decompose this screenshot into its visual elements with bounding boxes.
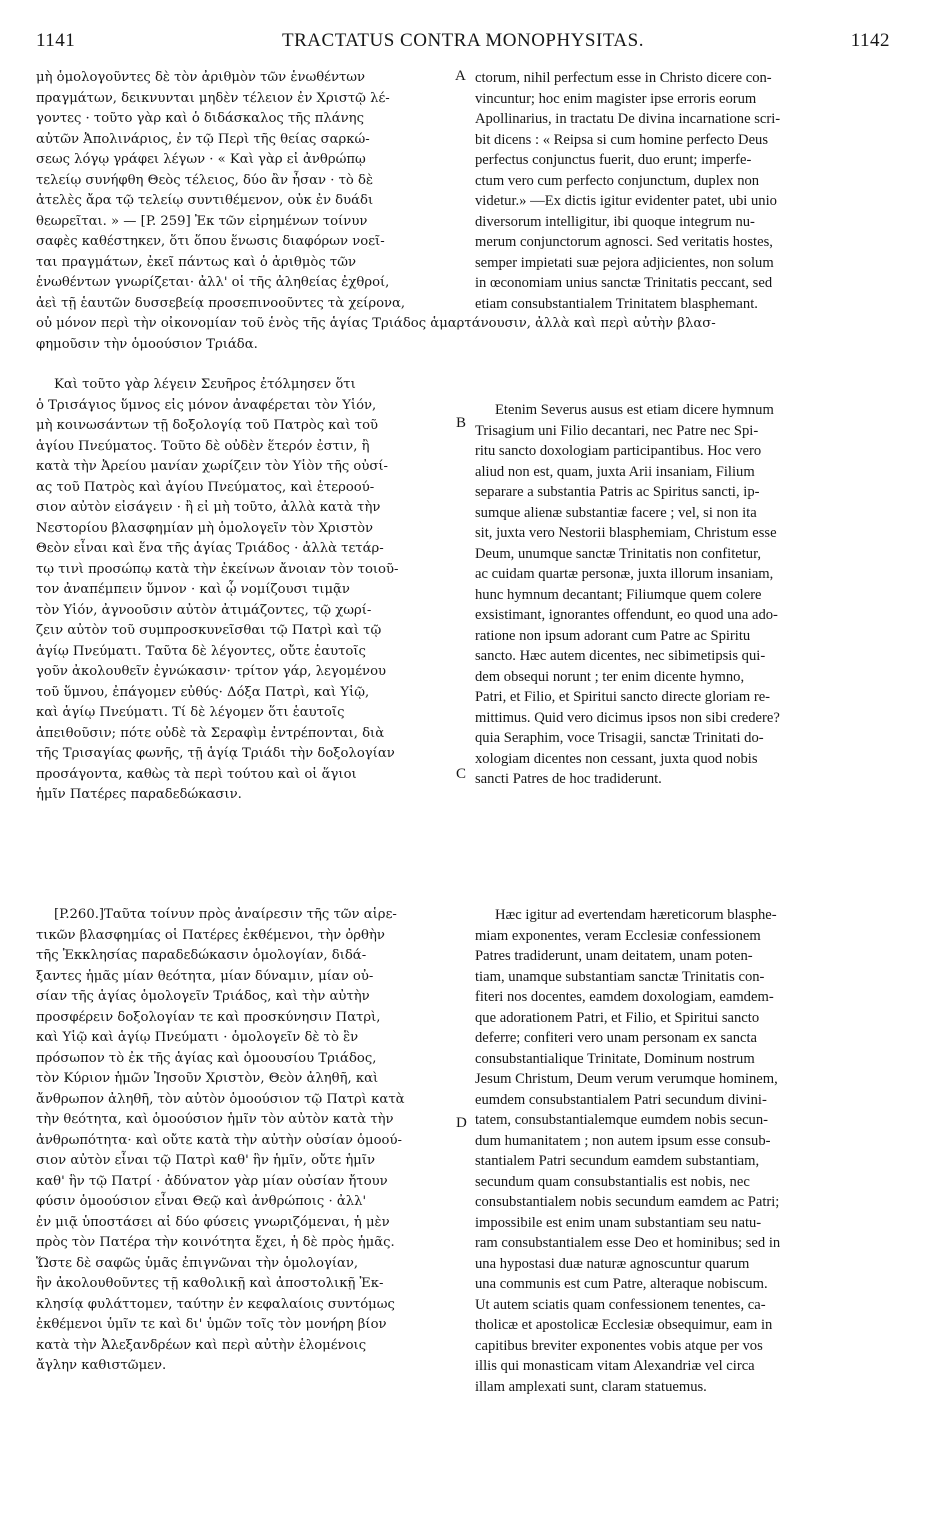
greek-line: πρὸς τὸν Πατέρα τὴν κοινότητα ἔχει, ἡ δὲ πρὸς ἡμᾶς.: [36, 1235, 395, 1250]
latin-line: illam amplexati sunt, claram statuemus.: [475, 1378, 707, 1395]
greek-line: τὸν Υἱόν, ἀγνοοῦσιν αὐτὸν ἀτιμάζοντες, τῷ χωρί-: [36, 602, 372, 618]
latin-line: stantialem Patri secundum eamdem substantiam,: [475, 1153, 760, 1169]
margin-mark-c: C: [456, 766, 467, 782]
latin-line: perfectus conjunctus fuerit, duo erunt; imperfe-: [475, 152, 752, 168]
greek-line: τελείῳ συνήφθη Θεὸς τέλειος, δύο ἂν ἦσαν · τὸ δὲ: [36, 172, 374, 188]
greek-line: σαφὲς καθέστηκεν, ὅτι ὅπου ἕνωσις διαφόρων νοεῖ-: [36, 234, 385, 249]
latin-line: tatem, consubstantialemque eumdem nobis secun-: [475, 1112, 769, 1128]
greek-line: φύσιν ὁμοούσιον εἶναι Θεῷ καὶ ἀνθρώποις · ἀλλ': [36, 1194, 367, 1209]
greek-line: ἀεὶ τῇ ἑαυτῶν δυσσεβείᾳ προσεπινοοῦντες τὰ χείρονα,: [36, 295, 406, 311]
page-number-right: 1142: [850, 30, 890, 51]
latin-line: etiam consubstantialem Trinitatem blasphemant.: [475, 295, 758, 312]
latin-line: consubstantialem nobis secundum eamdem ac Patri;: [475, 1194, 780, 1210]
latin-line: impossibile est enim unam substantiam seu natu-: [475, 1214, 762, 1231]
greek-line: σίαν τῆς ἁγίας ὁμολογεῖν Τριάδος, καὶ τὴν αὐτὴν: [36, 989, 370, 1004]
greek-line: τον ἀναπέμπειν ὕμνον · καὶ ᾧ νομίζουσι τιμᾷν: [36, 582, 350, 597]
latin-line: capitibus breviter exponentes vobis atque per vos: [475, 1337, 763, 1354]
latin-line: Etenim Severus ausus est etiam dicere hymnum: [495, 402, 774, 418]
latin-line: exsistimant, ignorantes offendunt, eo quod una ado-: [475, 607, 778, 623]
latin-line: bit dicens : « Reipsa si cum homine perfecto Deus: [475, 131, 769, 148]
latin-line: una hypostasi duæ naturæ agnoscuntur quarum: [475, 1255, 750, 1272]
latin-line: deferre; confiteri vero unam personam ex sancta: [475, 1030, 758, 1046]
latin-line: sancto. Hæc autem dicentes, nec sibimetipsis qui-: [475, 648, 766, 664]
latin-line: Ut autem sciatis quam confessionem tenentes, ca-: [475, 1296, 766, 1313]
latin-line: Patres tradiderunt, unam deitatem, unam poten-: [475, 948, 753, 964]
section-c-greek-column: [36, 905, 454, 1377]
latin-line: Patri, et Filio, et Spiritui sancto directe gloriam re-: [475, 689, 771, 705]
greek-line: Νεστορίου βλασφημίαν μὴ ὁμολογεῖν τὸν Χριστὸν: [36, 520, 374, 536]
latin-line: Jesum Christum, Deum verum verumque hominem,: [475, 1071, 778, 1087]
latin-line: ratione non ipsum adorant cum Patre ac Spiritu: [475, 627, 751, 644]
greek-line: ἀπειθοῦσιν; πότε οὐδὲ τὰ Σεραφὶμ ἐντρέπονται, διὰ: [36, 725, 385, 741]
running-header: [36, 30, 890, 56]
latin-line: sit, juxta vero Nestorii blasphemiam, Christum esse: [475, 525, 777, 541]
page-number-left: 1141: [36, 30, 76, 51]
section-a-greek-column: [36, 68, 454, 314]
greek-line: ας τοῦ Πατρὸς καὶ ἁγίου Πνεύματος, καὶ ἑτεροού-: [36, 479, 375, 495]
latin-line: Apollinarius, in tractatu De divina incarnatione scri-: [475, 111, 781, 127]
greek-line: γοντες · τοῦτο γὰρ καὶ ὁ διδάσκαλος τῆς πλάνης: [36, 111, 364, 126]
greek-line: τὴν θεότητα, καὶ ὁμοούσιον ἡμῖν τὸν αὐτὸν κατὰ τὴν: [36, 1112, 394, 1127]
latin-line: tholicæ et apostolicæ Ecclesiæ obsequimur, eam in: [475, 1317, 773, 1333]
latin-line: tiam, unamque substantiam sanctæ Trinitatis con-: [475, 968, 765, 985]
latin-line: hunc hymnum decantant; Filiumque quem colere: [475, 586, 762, 603]
greek-line: κατὰ τὴν Ἀρείου μανίαν χωρίζειν τὸν Υἱὸν τῆς οὐσί-: [36, 459, 389, 474]
latin-line: separare a substantia Patris ac Spiritus sancti, ip-: [475, 484, 760, 500]
latin-line: dum humanitatem ; non autem ipsum esse consub-: [475, 1132, 771, 1149]
greek-line: πρόσωπον τὸ ἐκ τῆς ἁγίας καὶ ὁμοουσίου Τριάδος,: [36, 1050, 377, 1066]
latin-line: aliud non est, quam, juxta Arii insaniam, Filium: [475, 463, 755, 480]
greek-line: Ὥστε δὲ σαφῶς ὑμᾶς ἐπιγνῶναι τὴν ὁμολογίαν,: [36, 1255, 359, 1271]
greek-line: προσφέρειν δοξολογίαν τε καὶ προσκύνησιν Πατρὶ,: [36, 1009, 381, 1025]
greek-line: ἀτελὲς ἄρα τῷ τελείῳ συντιθέμενον, οὐκ ἐν δυάδι: [36, 193, 374, 208]
latin-line: ctorum, nihil perfectum esse in Christo dicere con-: [475, 70, 772, 86]
greek-line: ξαντες ἡμᾶς μίαν θεότητα, μίαν δύναμιν, μίαν οὐ-: [36, 968, 374, 984]
latin-line: diversorum intelligitur, ibi quoque integrum nu-: [475, 213, 755, 230]
section-a-latin-column: [475, 68, 890, 314]
greek-line: ζειν αὐτὸν τοῦ συμπροσκυνεῖσθαι τῷ Πατρὶ καὶ τῷ: [36, 623, 382, 638]
greek-line: θεωρεῖται. » — [P. 259] Ἐκ τῶν εἰρημένων τοίνυν: [36, 213, 368, 229]
latin-line: ram consubstantialem esse Deo et hominibus; sed in: [475, 1235, 781, 1251]
greek-line: Θεὸν εἶναι καὶ ἕνα τῆς ἁγίας Τριάδος · ἀλλὰ τετάρ-: [36, 541, 384, 556]
greek-line: καὶ ἁγίῳ Πνεύματι. Τί δὲ λέγομεν ὅτι ἑαυτοῖς: [36, 705, 345, 720]
section-a-full-width: [36, 314, 890, 355]
latin-line: Hæc igitur ad evertendam hæreticorum blasphe-: [495, 907, 777, 923]
greek-line: τοῦ ὕμνου, ἐπάγομεν εὐθύς· Δόξα Πατρὶ, καὶ Υἱῷ,: [36, 684, 370, 700]
greek-line: ἄγλην καθιστῶμεν.: [36, 1358, 167, 1373]
greek-line: ἁγίου Πνεύματος. Τοῦτο δὲ οὐδὲν ἕτερόν ἐστιν, ἢ: [36, 438, 370, 454]
latin-line: miam exponentes, veram Ecclesiæ confessionem: [475, 927, 761, 944]
section-b-latin-column: [475, 400, 890, 790]
greek-line: τῆς Ἐκκλησίας παραδεδώκασιν ὁμολογίαν, διδά-: [36, 948, 367, 963]
latin-line: ritu sancto doxologiam participantibus. Hoc vero: [475, 443, 762, 459]
greek-line: σεως λόγῳ γράφει λέγων · « Καὶ γὰρ εἰ ἀνθρώπῳ: [36, 152, 366, 167]
greek-line: ἡμῖν Πατέρες παραδεδώκασιν.: [36, 787, 242, 802]
latin-line: dem obsequi norunt ; ter enim dicente hymno,: [475, 668, 745, 685]
section-b-greek-column: [36, 375, 454, 806]
latin-line: fiteri nos docentes, eamdem doxologiam, eamdem-: [475, 989, 774, 1005]
latin-line: sumque alienæ substantiæ facere ; vel, si non ita: [475, 504, 757, 521]
greek-line: τῆς Τρισαγίας φωνῆς, τῇ ἁγίᾳ Τριάδι τὴν δοξολογίαν: [36, 746, 395, 761]
latin-line: Trisagium uni Filio decantari, nec Patre nec Spi-: [475, 422, 759, 439]
section-c-latin-column: [475, 905, 890, 1397]
running-title: TRACTATUS CONTRA MONOPHYSITAS.: [282, 30, 644, 51]
greek-line: καὶ Υἱῷ καὶ ἁγίῳ Πνεύματι · ὁμολογεῖν δὲ τὸ ἓν: [36, 1030, 359, 1045]
latin-line: ac cuidam quartæ personæ, juxta illorum insaniam,: [475, 566, 774, 582]
greek-line: ἐν μιᾷ ὑποστάσει αἱ δύο φύσεις γνωριζόμεναι, ἡ μὲν: [36, 1214, 390, 1230]
greek-line: ἀνθρωπότητα· καὶ οὔτε κατὰ τὴν αὐτὴν οὐσίαν ὁμοού-: [36, 1132, 402, 1148]
latin-line: vincuntur; hoc enim magister ipse erroris eorum: [475, 90, 757, 107]
greek-line: φημοῦσιν τὴν ὁμοούσιον Τριάδα.: [36, 336, 258, 352]
greek-line: γοῦν ἀκολουθεῖν ἐγνώκασιν· τρίτον γάρ, λεγομένου: [36, 664, 387, 679]
greek-full-line: οὐ μόνον περὶ τὴν οἰκονομίαν τοῦ ἑνὸς τῆς ἁγίας Τριάδος ἁμαρτάνουσιν, ἀλλὰ καὶ περὶ αὐτὴν βλασ-: [36, 316, 716, 331]
latin-line: ctum vero cum perfecto conjunctum, duplex non: [475, 172, 760, 189]
latin-line: videtur.» —Ex dictis igitur evidenter patet, ubi unio: [475, 193, 777, 209]
greek-line: [P.260.]Ταῦτα τοίνυν πρὸς ἀναίρεσιν τῆς τῶν αἱρε-: [54, 907, 397, 922]
greek-line: μὴ ὁμολογοῦντες δὲ τὸν ἀριθμὸν τῶν ἑνωθέντων: [36, 70, 366, 85]
greek-line: Καὶ τοῦτο γὰρ λέγειν Σευῆρος ἐτόλμησεν ὅτι: [54, 377, 356, 392]
greek-line: σιον αὐτὸν εἶναι τῷ Πατρὶ καθ' ἣν ἡμῖν, οὔτε ἡμῖν: [36, 1153, 376, 1168]
greek-line: προσάγοντα, καθὼς τὰ περὶ τούτου καὶ οἱ ἅγιοι: [36, 766, 357, 782]
greek-line: τῳ τινὶ προσώπῳ κατὰ τὴν ἐκείνων ἄνοιαν τὸν τοιοῦ-: [36, 561, 399, 577]
greek-line: κλησίᾳ φυλάττομεν, ταύτην ἐν κεφαλαίοις συντόμως: [36, 1296, 395, 1312]
greek-line: ἣν ἀκολουθοῦντες τῇ καθολικῇ καὶ ἀποστολικῇ Ἐκ-: [36, 1276, 384, 1291]
margin-mark-b: B: [456, 415, 467, 431]
greek-line: ἄνθρωπον ἀληθῆ, τὸν αὐτὸν ὁμοούσιον τῷ Πατρὶ κατὰ: [36, 1091, 405, 1107]
latin-line: in œconomiam unius sanctæ Trinitatis peccant, sed: [475, 275, 773, 291]
greek-line: κατὰ τὴν Ἀλεξανδρέων καὶ περὶ αὐτὴν ἑλομένοις: [36, 1337, 367, 1353]
latin-line: illis qui monasticam vitam Alexandriæ vel circa: [475, 1358, 755, 1374]
latin-line: secundum quam consubstantialis est nobis, nec: [475, 1173, 750, 1190]
latin-line: eumdem consubstantialem Patri secundum divini-: [475, 1091, 767, 1108]
latin-line: mittimus. Quid vero dicimus ipsos non sibi credere?: [475, 709, 780, 726]
latin-line: sancti Patres de hoc tradiderunt.: [475, 771, 662, 787]
greek-line: ἑνωθέντων γνωρίζεται· ἀλλ' οἱ τῆς ἀληθείας ἐχθροί,: [36, 275, 390, 290]
greek-line: πραγμάτων, δεικνυνται μηδὲν τέλειον ἐν Χριστῷ λέ-: [36, 90, 390, 106]
latin-line: merum conjunctorum agnosci. Sed veritatis hostes,: [475, 234, 773, 250]
margin-mark-a: A: [455, 68, 466, 84]
greek-line: ὁ Τρισάγιος ὕμνος εἰς μόνον ἀναφέρεται τὸν Υἱόν,: [36, 397, 377, 413]
margin-mark-d: D: [456, 1115, 467, 1131]
greek-line: ἁγίῳ Πνεύματι. Ταῦτα δὲ λέγοντες, οὔτε ἑαυτοῖς: [36, 643, 366, 659]
greek-line: σιον αὐτὸν εἰσάγειν · ἢ εἰ μὴ τοῦτο, ἀλλὰ κατὰ τὴν: [36, 500, 381, 515]
greek-line: καθ' ἣν τῷ Πατρί · ἀδύνατον γὰρ μίαν οὐσίαν ἤτουν: [36, 1173, 388, 1189]
greek-line: αὐτῶν Ἀπολινάριος, ἐν τῷ Περὶ τῆς θείας σαρκώ-: [36, 131, 370, 147]
greek-line: ἐκθέμενοι ὑμῖν τε καὶ δι' ὑμῶν τοῖς τὸν μονήρη βίον: [36, 1317, 387, 1332]
latin-line: xologiam dicentes non cessant, juxta quod nobis: [475, 750, 758, 767]
latin-line: que adorationem Patri, et Filio, et Spiritui sancto: [475, 1009, 760, 1026]
latin-line: quia Seraphim, voce Trisagii, sanctæ Trinitati do-: [475, 730, 764, 746]
greek-line: μὴ κοινωσάντων τῇ δοξολογίᾳ τοῦ Πατρὸς καὶ τοῦ: [36, 418, 379, 433]
latin-line: una communis est cum Patre, alteraque nobiscum.: [475, 1276, 768, 1292]
latin-line: consubstantialique Trinitate, Dominum nostrum: [475, 1050, 755, 1067]
greek-line: ται πραγμάτων, ἐκεῖ πάντως καὶ ὁ ἀριθμὸς τῶν: [36, 254, 356, 270]
greek-line: τικῶν βλασφημίας οἱ Πατέρες ἐκθέμενοι, τὴν ὀρθὴν: [36, 927, 385, 943]
latin-line: Deum, unumque sanctæ Trinitatis non confitetur,: [475, 545, 761, 562]
greek-line: τὸν Κύριον ἡμῶν Ἰησοῦν Χριστὸν, Θεὸν ἀληθῆ, καὶ: [36, 1071, 379, 1086]
latin-line: semper impietati suæ pejora adjicientes, non solum: [475, 254, 774, 271]
